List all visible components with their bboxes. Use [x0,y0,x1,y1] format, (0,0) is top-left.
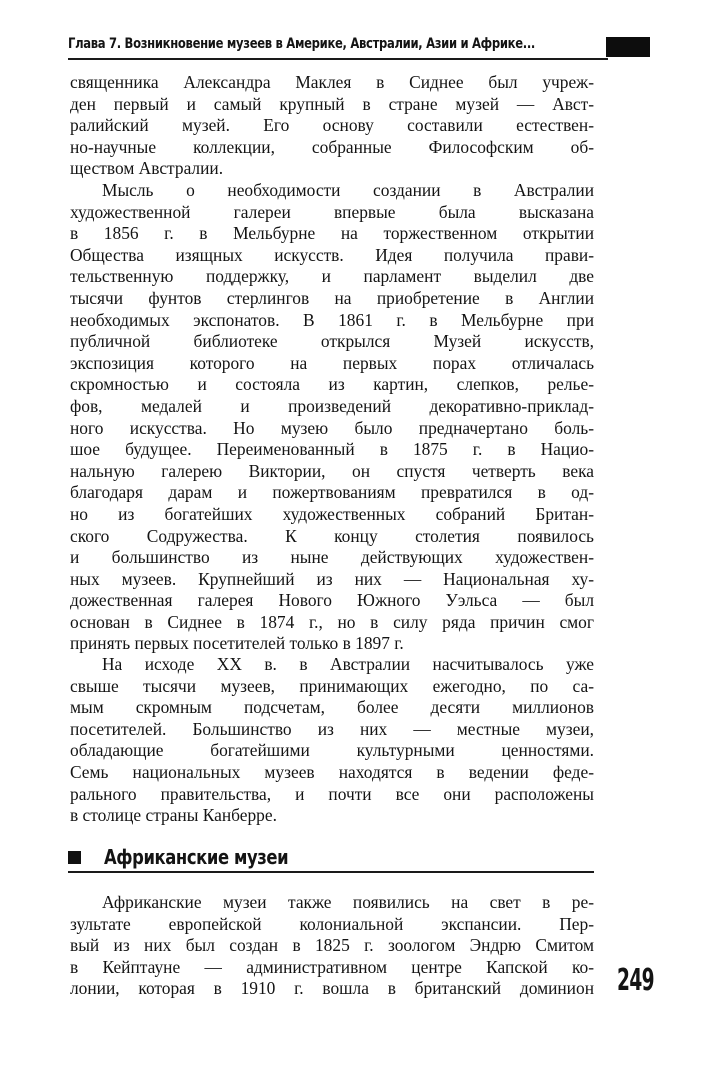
running-head [68,34,608,60]
text-line: в Кейптауне — административном центре Капской ко- [70,956,594,977]
paragraph-1 [70,72,594,180]
text-line: в 1856 г. в Мельбурне на торжественном открытии [70,223,594,244]
text-line: обладающие богатейшими культурными ценностями. [70,740,594,761]
text-line: рального правительства, и почти все они расположены [70,783,594,804]
text-line: Мысль о необходимости создании в Австралии [102,180,594,200]
text-line: ных музеев. Крупнейший из них — Национальная ху- [70,568,594,589]
section-heading [68,845,594,873]
text-line: Общества изящных искусств. Идея получила прави- [70,244,594,265]
text-line: дожественная галерея Нового Южного Уэльса — был [70,590,594,611]
chapter-marker-block [606,37,650,57]
text-line: мым скромным подсчетам, более десяти миллионов [70,697,594,718]
text-line: принять первых посетителей только в 1897 г. [70,633,404,654]
text-line: но-научные коллекции, собранные Философским об- [70,136,594,157]
text-line: шое будущее. Переименованный в 1875 г. в Нацио- [70,439,594,460]
text-line: необходимых экспонатов. В 1861 г. в Мельбурне при [70,309,594,330]
text-line: художественной галереи впервые была высказана [70,201,594,222]
text-line: экспозиция которого на первых порах отличалась [70,352,594,373]
text-line: в столице страны Канберре. [70,805,277,826]
text-line: Семь национальных музеев находятся в ведении феде- [70,761,594,782]
text-line: На исходе XX в. в Австралии насчитывалось уже [102,654,594,674]
text-line: лонии, которая в 1910 г. вошла в британский доминион [70,978,594,999]
paragraph-3 [70,654,594,827]
text-line: основан в Сиднее в 1874 г., но в силу ряда причин смог [70,611,594,632]
text-line: ралийский музей. Его основу составили естествен- [70,115,594,136]
text-line: благодаря дарам и пожертвованиям превратился в од- [70,482,594,503]
text-line: тельственную поддержку, и парламент выделил две [70,266,594,287]
text-line: священника Александра Маклея в Сиднее был учреж- [70,72,594,92]
text-line: ного искусства. Но музею было предначертано боль- [70,417,594,438]
text-line: фов, медалей и произведений декоративно-приклад- [70,395,594,416]
text-line: и большинство из ныне действующих художествен- [70,547,594,568]
paragraph-2 [70,180,594,655]
text-line: Африканские музеи также появились на свет в ре- [102,892,594,912]
text-line: нальную галерею Виктории, он спустя четверть века [70,460,594,481]
page-number: 249 [617,963,654,998]
text-line: тысячи фунтов стерлингов на приобретение в Англии [70,287,594,308]
text-line: вый из них был создан в 1825 г. зоологом Эндрю Смитом [70,935,594,956]
section-title: Африканские музеи [104,845,289,869]
text-line: посетителей. Большинство из них — местные музеи, [70,718,594,739]
text-line: свыше тысячи музеев, принимающих ежегодно, по са- [70,675,594,696]
text-line: ского Содружества. К концу столетия появилось [70,525,594,546]
section-paragraph [70,892,594,1000]
text-line: ден первый и самый крупный в стране музей — Авст- [70,93,594,114]
text-line: публичной библиотеке открылся Музей искусств, [70,331,594,352]
text-line: ществом Австралии. [70,158,224,179]
square-bullet-icon [68,851,81,864]
text-line: скромностью и состояла из картин, слепков, релье- [70,374,594,395]
text-line: зультате европейской колониальной экспансии. Пер- [70,913,594,934]
running-head-text: Глава 7. Возникновение музеев в Америке, Австралии, Азии и Африке... [68,36,536,52]
text-line: но из богатейших художественных собраний Британ- [70,503,594,524]
